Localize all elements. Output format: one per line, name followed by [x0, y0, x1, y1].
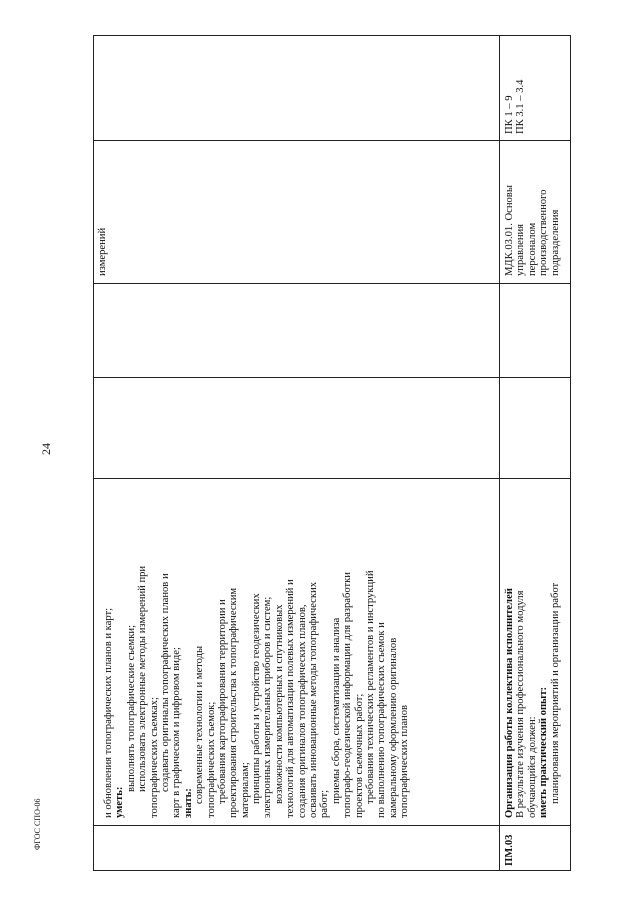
competency-line: топографо-геодезической информации для разработки [342, 572, 354, 818]
discipline-line: измерений [97, 227, 108, 276]
competency-line: проектирования строительства к топографическим [228, 587, 240, 818]
competency-line: обучающийся должен: [526, 716, 538, 818]
competency-line: топографических съемок; [205, 701, 217, 818]
competency-line: и обновления топографических планов и карт; [103, 607, 114, 818]
discipline-line: персоналом [526, 222, 538, 276]
competency-line: знать: [182, 788, 194, 818]
competency-line: возможности компьютерных и спутниковых [273, 604, 285, 804]
codes-line: ПК 1 – 9 [504, 95, 515, 134]
competency-line: создания оригиналов топографических планов, [296, 604, 308, 818]
competency-line: проектов съемочных работ; [353, 693, 365, 818]
competency-line: работ; [319, 789, 331, 818]
competency-line: карт в графическом и цифровом виде; [171, 647, 183, 818]
competency-line: осваивать инновационные методы топографических [308, 582, 320, 818]
page-number: 24 [39, 443, 53, 455]
competency-line: материалам; [239, 762, 251, 818]
competency-line: электронных измерительных приборов и систем; [262, 596, 274, 818]
competency-line: уметь: [114, 786, 126, 818]
competency-line: приемы сбора, систематизации и анализа [330, 617, 342, 804]
competency-line: технологий для автоматизации полевых измерений и [285, 579, 297, 818]
discipline-line: МДК.03.01. Основы [504, 185, 515, 276]
competency-line: топографических планов [399, 704, 411, 818]
competency-line: выполнять топографические съемки; [125, 624, 137, 792]
row2-discipline-text [504, 185, 561, 276]
codes-line: ПК 3.1 – 3.4 [515, 79, 527, 134]
competency-line: использовать электронные методы измерений при [137, 565, 149, 792]
competency-line: требования картографирования территории и [216, 599, 228, 804]
competency-line: планирования мероприятий и организации работ [549, 582, 561, 804]
discipline-line: подразделения [549, 209, 561, 276]
competency-line: В результате изучения профессионального модуля [515, 590, 527, 818]
row2-competency-text [504, 583, 561, 818]
competency-line: камеральному оформлению оригиналов [387, 637, 399, 818]
row2-codes-text [504, 80, 527, 134]
competency-line: современные технологии и методы [194, 645, 206, 804]
row1-competency-text [103, 566, 411, 818]
competency-line: требования технических регламентов и инструкций [364, 570, 376, 804]
competency-line: иметь практический опыт: [538, 686, 550, 818]
footer-label: ФГОС СПО-06 [33, 798, 42, 850]
competency-line: создавать оригиналы топографических планов и [159, 573, 171, 792]
row1-discipline-text [97, 228, 108, 276]
competency-line: принципы работы и устройство геодезических [251, 593, 263, 804]
discipline-line: управления [515, 223, 527, 276]
competency-line: топографических съемках; [148, 697, 160, 818]
competency-line: по выполнению топографических съемок и [376, 622, 388, 818]
module-code: ПМ.03 [504, 834, 515, 866]
discipline-line: производственного [538, 189, 550, 276]
competency-line: Организация работы коллектива исполнителей [504, 588, 515, 818]
